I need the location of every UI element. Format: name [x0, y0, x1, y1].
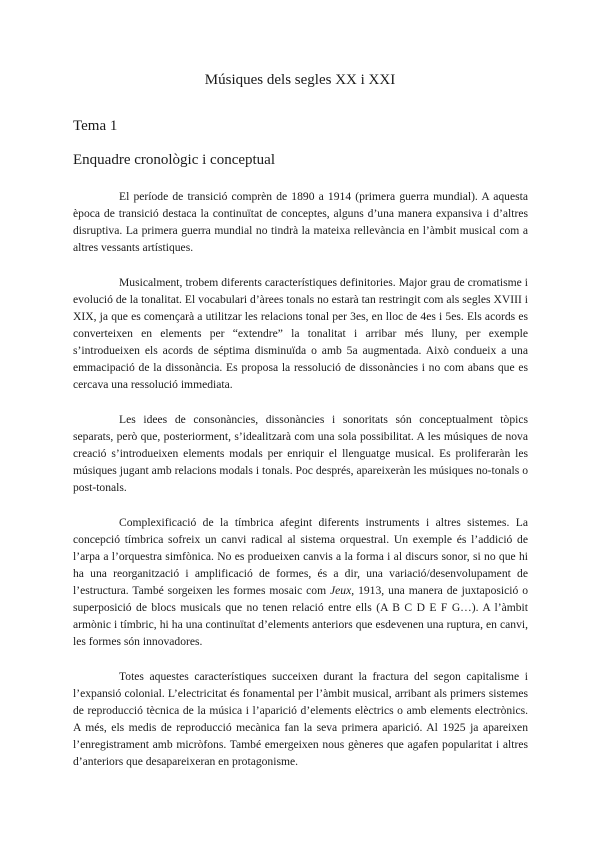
paragraph-text: , 1913, una manera de juxtaposició o superposició de blocs musicals que no tenen relació entre ells (A B C D E F G…). A l’àmbit armònic i tímbric, hi ha una continuïtat d’elements anteriors que esdevenen una ruptura, en canvi, les formes són innovadores. [73, 584, 528, 648]
paragraph-text: Complexificació de la tímbrica afegint diferents instruments i altres sistemes. La concepció tímbrica sofreix un canvi radical al sistema orquestral. Un exemple és l’addició de l’arpa a l’orquestra simfònica. No es produeixen canvis a la forma i al discurs sonor, si no que hi ha una reorganització i amplificació de formes, és a dir, una variació/desenvolupament de l’estructura. També sorgeixen les formes mosaic com [73, 516, 528, 597]
paragraph [73, 274, 528, 393]
document-title: Músiques dels segles XX i XXI [204, 72, 396, 88]
paragraph [73, 514, 528, 650]
section-heading: Enquadre cronològic i conceptual [73, 152, 276, 168]
paragraph-text: El període de transició comprèn de 1890 a 1914 (primera guerra mundial). A aquesta època de transició destaca la continuïtat de conceptes, alguns d’una manera expansiva i d’altres disruptiva. La primera guerra mundial no tindrà la mateixa rellevància en l’àmbit musical com a altres vessants artístiques. [73, 190, 528, 254]
paragraph [73, 188, 528, 256]
body-text [73, 188, 528, 788]
section-label: Tema 1 [73, 118, 118, 134]
paragraph-text: Les idees de consonàncies, dissonàncies i sonoritats són conceptualment tòpics separats, però que, posteriorment, s’idealitzarà com una sola possibilitat. A les músiques de nova creació s’introdueixen elements modals per enriquir el llenguatge musical. Es proliferaràn les músiques jugant amb relacions modals i tonals. Poc després, apareixeràn les músiques no-tonals o post-tonals. [73, 413, 528, 494]
paragraph [73, 668, 528, 770]
paragraph [73, 411, 528, 496]
italic-text: Jeux [330, 584, 352, 597]
paragraph-text: Totes aquestes característiques succeixen durant la fractura del segon capitalisme i l’expansió colonial. L’electricitat és fonamental per l’àmbit musical, arribant als primers sistemes de reproducció tècnica de la música i l’aparició d’elements elèctrics o amb elements electrònics. A més, els medis de reproducció mecànica fan la seva primera aparició. Al 1925 ja apareixen l’enregistrament amb micròfons. També emergeixen nous gèneres que agafen popularitat i altres d’anteriors que desapareixeran en protagonisme. [73, 670, 528, 768]
paragraph-text: Musicalment, trobem diferents característiques definitories. Major grau de cromatisme i evolució de la tonalitat. El vocabulari d’àrees tonals no estarà tan restringit com als segles XVIII i XIX, ja que es començarà a utilitzar les relacions tonal per 3es, en lloc de 4es i 5es. Els acords es converteixen en elements per “extendre” la tonalitat i arribar més lluny, per exemple s’introdueixen els acords de séptima disminuïda o amb 5a augmentada. Això condueix a una emmacipació de la dissonància. Es proposa la ressolució de dissonàncies i no com abans que es cercava una ressolució immediata. [73, 276, 528, 391]
